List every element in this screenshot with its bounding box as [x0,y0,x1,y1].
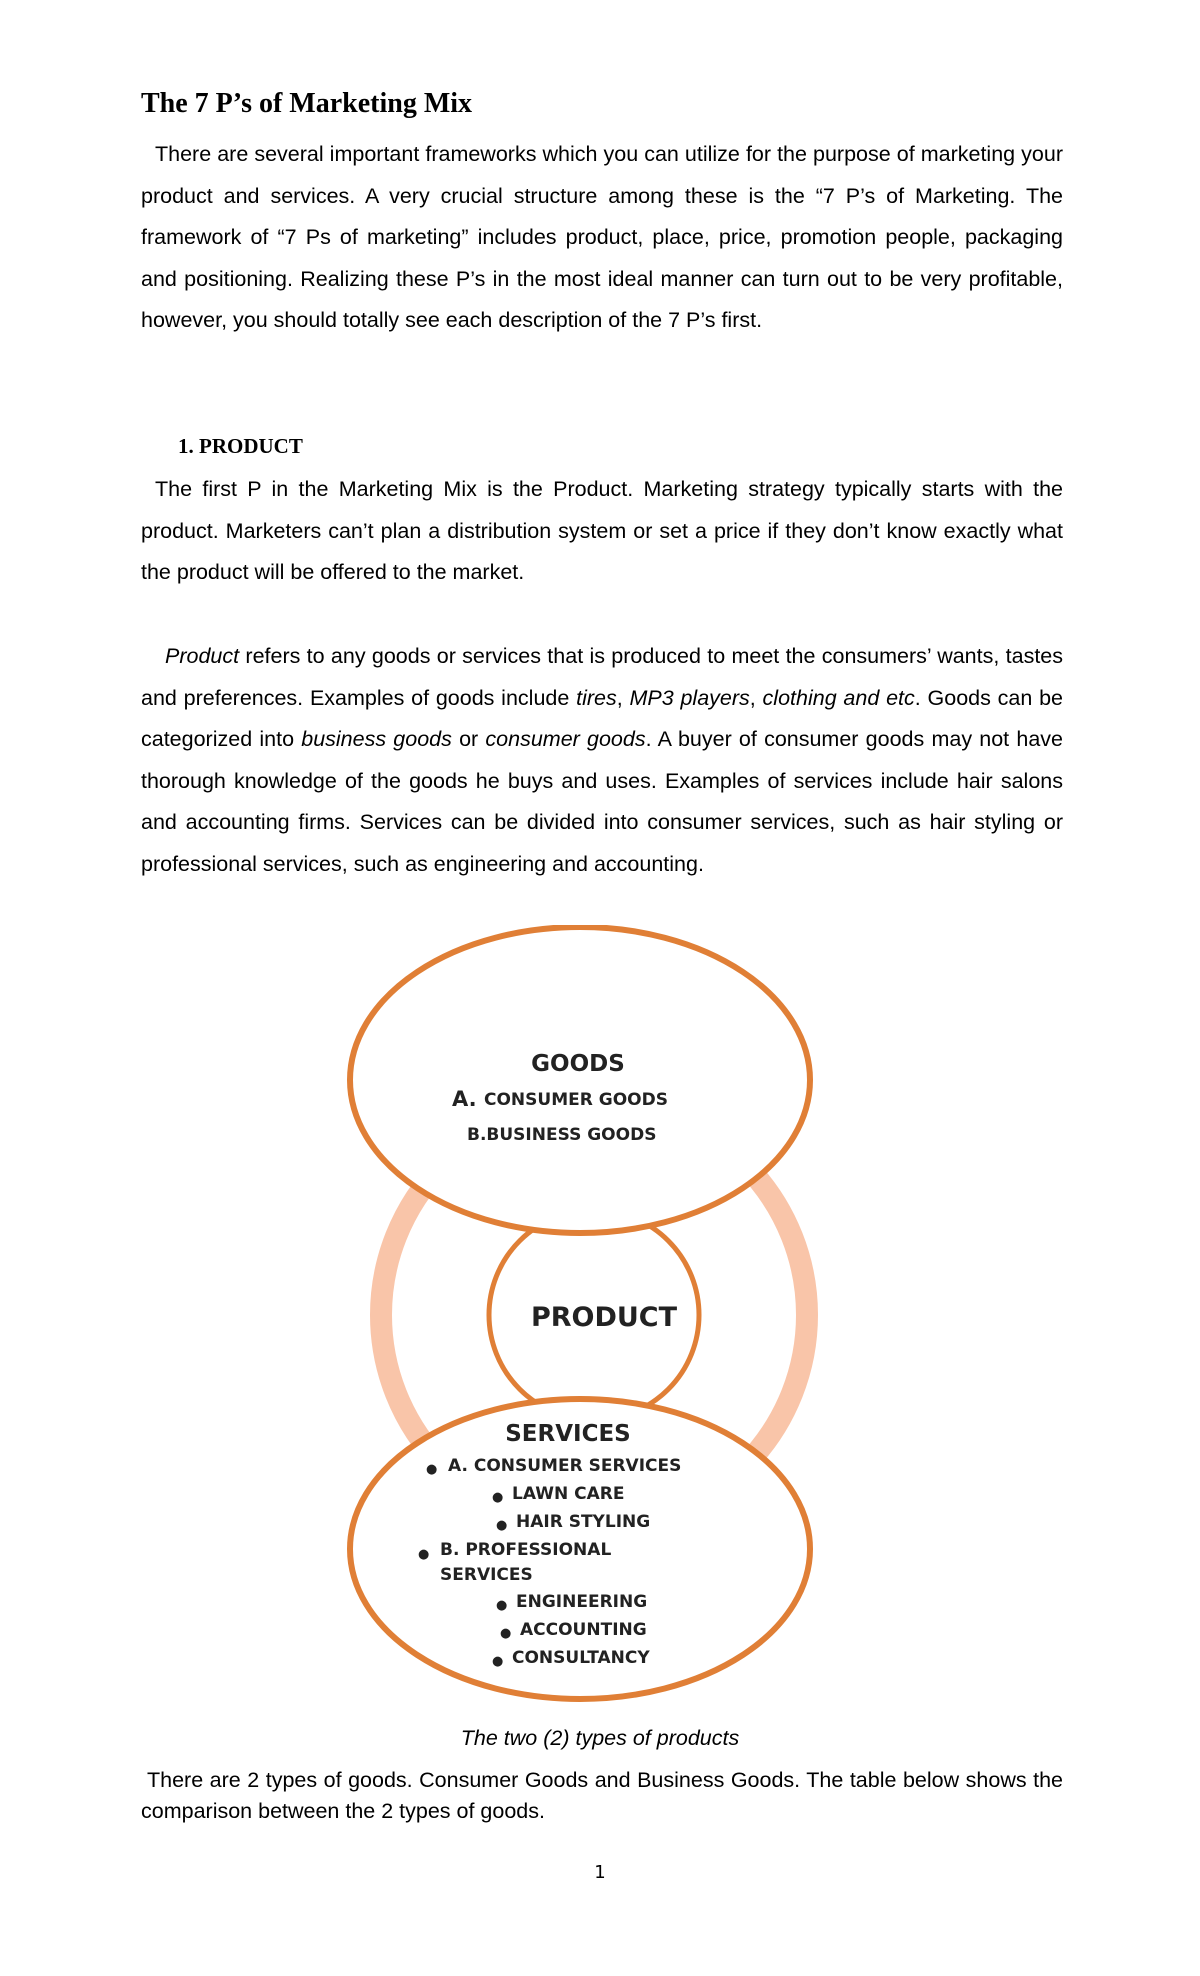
services-item-professional-1: B. PROFESSIONAL [440,1540,612,1560]
services-item-consumer: A. CONSUMER SERVICES [448,1456,682,1476]
product-text-span: . Goods can be categorized into [141,685,1063,751]
document-title: The 7 P’s of Marketing Mix [141,88,473,119]
services-item-professional-2: SERVICES [440,1565,533,1585]
product-diagram-svg [330,925,830,1705]
term-consumer-goods: consumer goods [485,727,646,751]
goods-item-business: B.BUSINESS GOODS [467,1125,657,1145]
intro-paragraph: There are several important frameworks which you can utilize for the purpose of marketing your product and services. A very crucial structure among these is the “7 P’s of Marketing. The framework of “7 Ps of marketing” includes product, place, price, promotion people, packaging and positioning. Realizing these P’s in the most ideal manner can turn out to be very profitable, however, you should totally see each description of the 7 P’s first. [141,142,1063,332]
bullet-icon: ● [418,1547,430,1562]
product-text-span: , [749,685,763,710]
bullet-icon: ● [426,1462,438,1477]
bullet-icon: ● [492,1490,504,1505]
services-item-consultancy: CONSULTANCY [512,1648,650,1668]
services-item-accounting: ACCOUNTING [520,1620,647,1640]
goods-title: GOODS [531,1051,625,1077]
goods-item-consumer: CONSUMER GOODS [484,1090,668,1110]
product-text-span: , [616,685,630,710]
product-text-span: or [451,727,486,751]
services-item-hair-styling: HAIR STYLING [516,1512,651,1532]
bullet-icon: ● [496,1518,508,1533]
bullet-icon: ● [496,1598,508,1613]
services-title: SERVICES [505,1421,631,1447]
services-item-engineering: ENGINEERING [516,1592,648,1612]
goods-item-a-prefix: A. [452,1087,477,1111]
product-types-diagram [330,925,830,1705]
goods-ellipse [350,927,810,1233]
example-clothing: clothing and etc [762,685,915,710]
services-item-lawn-care: LAWN CARE [512,1484,625,1504]
section-heading-product: 1. PRODUCT [178,434,303,458]
example-mp3: MP3 players [629,685,750,710]
product-paragraph-2 [141,636,1063,885]
diagram-caption: The two (2) types of products [460,1726,740,1750]
product-text-span: . A buyer of consumer goods may not have thorough knowledge of the goods he buys and uses. Examples of services include hair salons and accounting firms. Services can be divided into consumer services, such as hair styling or professional services, such as engineering and accounting. [141,727,1063,876]
bullet-icon: ● [500,1626,512,1641]
diagram-center-label: PRODUCT [530,1302,678,1333]
product-paragraph-1: The first P in the Marketing Mix is the Product. Marketing strategy typically starts with the product. Marketers can’t plan a distribution system or set a price if they don’t know exactly what the product will be offered to the market. [141,477,1063,584]
closing-paragraph: There are 2 types of goods. Consumer Goods and Business Goods. The table below shows the comparison between the 2 types of goods. [141,1768,1063,1823]
example-tires: tires [576,685,617,710]
term-business-goods: business goods [301,727,452,751]
product-term: Product [165,644,240,668]
product-text-span: refers to any goods or services that is produced to meet the consumers’ wants, tastes and preferences. Examples of goods include [141,644,1063,710]
bullet-icon: ● [492,1654,504,1669]
page-number: 1 [594,1862,606,1883]
